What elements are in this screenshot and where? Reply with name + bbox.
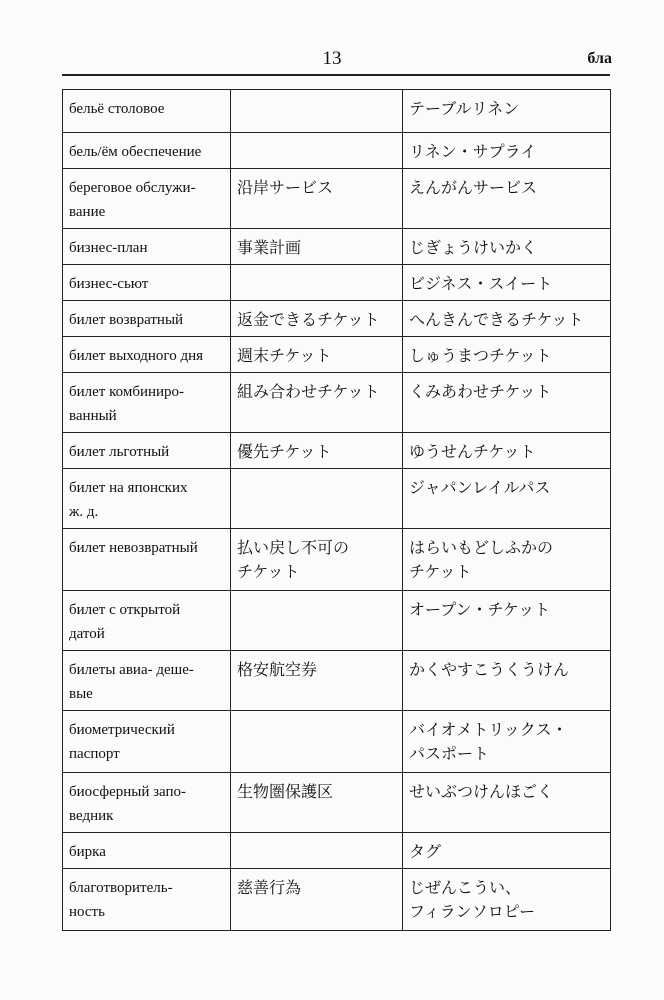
- russian-term-cell: билет невозвратный: [63, 529, 231, 591]
- table-row: [63, 169, 611, 229]
- kana-cell: ジャパンレイルパス: [403, 469, 611, 529]
- kanji-cell: 返金できるチケット: [231, 301, 403, 337]
- header-rule: [62, 74, 610, 76]
- russian-term-cell: бизнес-план: [63, 229, 231, 265]
- russian-term-cell: благотворитель- ность: [63, 869, 231, 931]
- kana-cell: バイオメトリックス・ パスポート: [403, 711, 611, 773]
- table-row: [63, 711, 611, 773]
- kana-cell: くみあわせチケット: [403, 373, 611, 433]
- kanji-cell: [231, 90, 403, 133]
- table-row: [63, 373, 611, 433]
- russian-term-cell: билет на японских ж. д.: [63, 469, 231, 529]
- kana-cell: タグ: [403, 833, 611, 869]
- kanji-cell: 組み合わせチケット: [231, 373, 403, 433]
- table-row: [63, 133, 611, 169]
- table-row: [63, 301, 611, 337]
- kana-cell: オープン・チケット: [403, 591, 611, 651]
- table-row: [63, 265, 611, 301]
- russian-term-cell: бельё столовое: [63, 90, 231, 133]
- kanji-cell: [231, 265, 403, 301]
- kanji-cell: 払い戻し不可の チケット: [231, 529, 403, 591]
- kanji-cell: [231, 711, 403, 773]
- table-row: [63, 773, 611, 833]
- russian-term-cell: биометрический паспорт: [63, 711, 231, 773]
- kana-cell: じぎょうけいかく: [403, 229, 611, 265]
- russian-term-cell: билет возвратный: [63, 301, 231, 337]
- kana-cell: えんがんサービス: [403, 169, 611, 229]
- kanji-cell: 週末チケット: [231, 337, 403, 373]
- table-row: [63, 529, 611, 591]
- table-row: [63, 90, 611, 133]
- kanji-cell: 事業計画: [231, 229, 403, 265]
- kanji-cell: 沿岸サービス: [231, 169, 403, 229]
- russian-term-cell: билет выходного дня: [63, 337, 231, 373]
- kana-cell: しゅうまつチケット: [403, 337, 611, 373]
- kana-cell: へんきんできるチケット: [403, 301, 611, 337]
- kanji-cell: 格安航空券: [231, 651, 403, 711]
- table-row: [63, 833, 611, 869]
- page-number: 13: [322, 48, 342, 69]
- kana-cell: じぜんこうい、 フィランソロピー: [403, 869, 611, 931]
- russian-term-cell: билет льготный: [63, 433, 231, 469]
- kanji-cell: [231, 133, 403, 169]
- kana-cell: ゆうせんチケット: [403, 433, 611, 469]
- kana-cell: テーブルリネン: [403, 90, 611, 133]
- russian-term-cell: бель/ём обеспечение: [63, 133, 231, 169]
- kanji-cell: [231, 591, 403, 651]
- kana-cell: かくやすこうくうけん: [403, 651, 611, 711]
- kanji-cell: 慈善行為: [231, 869, 403, 931]
- table-row: [63, 229, 611, 265]
- kana-cell: ビジネス・スイート: [403, 265, 611, 301]
- russian-term-cell: билеты авиа- деше- вые: [63, 651, 231, 711]
- kana-cell: はらいもどしふかの チケット: [403, 529, 611, 591]
- kana-cell: せいぶつけんほごく: [403, 773, 611, 833]
- kana-cell: リネン・サプライ: [403, 133, 611, 169]
- table-row: [63, 469, 611, 529]
- russian-term-cell: билет комбиниро- ванный: [63, 373, 231, 433]
- russian-term-cell: бизнес-сьют: [63, 265, 231, 301]
- table-row: [63, 651, 611, 711]
- russian-term-cell: билет с открытой датой: [63, 591, 231, 651]
- russian-term-cell: биосферный запо- ведник: [63, 773, 231, 833]
- russian-term-cell: бирка: [63, 833, 231, 869]
- table-row: [63, 433, 611, 469]
- dictionary-table: [62, 89, 611, 931]
- kanji-cell: [231, 469, 403, 529]
- kanji-cell: [231, 833, 403, 869]
- kanji-cell: 生物圏保護区: [231, 773, 403, 833]
- russian-term-cell: береговое обслужи- вание: [63, 169, 231, 229]
- running-head: бла: [587, 50, 612, 67]
- kanji-cell: 優先チケット: [231, 433, 403, 469]
- table-row: [63, 591, 611, 651]
- dictionary-body: [63, 90, 611, 931]
- table-row: [63, 869, 611, 931]
- table-row: [63, 337, 611, 373]
